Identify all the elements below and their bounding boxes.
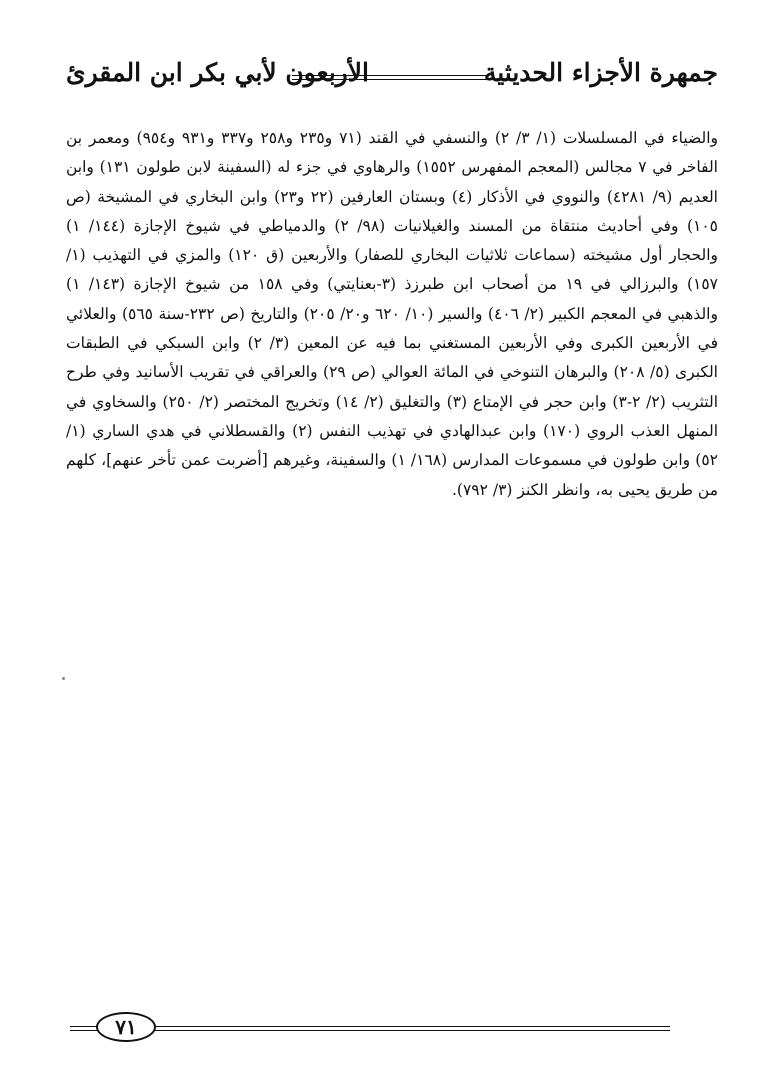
page-number: ٧١ — [96, 1012, 156, 1042]
footnote-text — [66, 124, 718, 505]
footer-rule — [70, 1026, 670, 1031]
footnote-paragraph: والضياء في المسلسلات (١/ ٣/ ٢) والنسفي في القند (٧١ و٢٣٥ و٢٥٨ و٣٣٧ و٩٣١ و٩٥٤) ومعمر بن الفاخر في ٧ مجالس (المعجم المفهرس ١٥٥٢) والرهاوي في جزء له (السفينة لابن طولون ١٣١) وابن العديم (٩/ ٤٢٨١) والنووي في الأذكار (٤) وبستان العارفين (٢٢ و٢٣) وابن البخاري في المشيخة (ص ١٠٥) وفي أحاديث منتقاة من المسند والغيلانيات (٩٨/ ٢) والدمياطي في شيوخ الإجازة (١٤٤/ ١) والحجار أول مشيخته (سماعات ثلاثيات البخاري للصفار) والأربعين (ق ١٢٠) والمزي في التهذيب (١/ ١٥٧) والبرزالي في ١٩ من أصحاب ابن طبرزذ (٣-بعنايتي) وفي ١٥٨ من شيوخ الإجازة (١٤٣/ ١) والذهبي في المعجم الكبير (٢/ ٤٠٦) والسير (١٠/ ٦٢٠ و٢٠/ ٢٠٥) والتاريخ (ص ٢٣٢-سنة ٥٦٥) والعلائي في الأربعين الكبرى وفي الأربعين المستغني بما فيه عن المعين (٣/ ٢) وابن السبكي في الطبقات الكبرى (٥/ ٢٠٨) والبرهان التنوخي في المائة العوالي (ص ٢٩) والعراقي في تقريب الأسانيد وفي طرح التثريب (٢/ ٢-٣) وابن حجر في الإمتاع (٣) والتغليق (٢/ ١٤) وتخريج المختصر (٢/ ٢٥٠) والسخاوي في المنهل العذب الروي (١٧٠) وابن عبدالهادي في تهذيب النفس (٢) والقسطلاني في هدي الساري (١/ ٥٢) وابن طولون في مسموعات المدارس (١٦٨/ ١) والسفينة، وغيرهم [أضربت عمن تأخر عنهم]، كلهم من طريق يحيى به، وانظر الكنز (٣/ ٧٩٢). — [66, 129, 719, 499]
running-header — [66, 58, 718, 98]
part-title: الأربعون لأبي بكر ابن المقرئ — [66, 58, 369, 87]
scan-speck — [62, 677, 65, 680]
book-title: جمهرة الأجزاء الحديثية — [483, 58, 718, 87]
